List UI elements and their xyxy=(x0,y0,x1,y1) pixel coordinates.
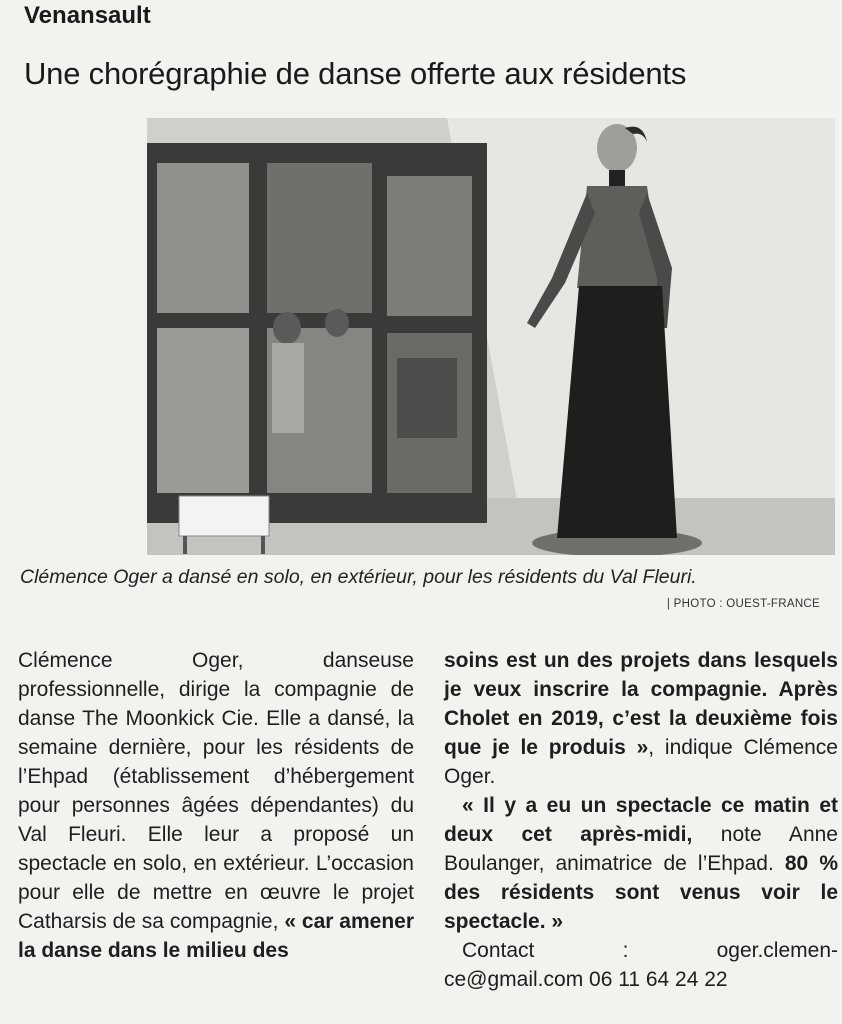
article-column-left xyxy=(18,646,414,965)
section-kicker: Venansault xyxy=(24,2,151,29)
contact-email-part-2: ce@gmail.com xyxy=(444,968,584,991)
article-column-right xyxy=(444,646,838,994)
photo-credit: | PHOTO : OUEST-FRANCE xyxy=(666,598,820,610)
contact-separator: : xyxy=(622,939,629,962)
contact-line xyxy=(444,936,838,965)
quote-attribution: , indique Clémence Oger. xyxy=(444,736,838,788)
photo-caption: Clémence Oger a dansé en solo, en extérieur, pour les résidents du Val Fleuri. xyxy=(20,566,697,588)
article-photo xyxy=(147,118,835,555)
article-headline: Une chorégraphie de danse offerte aux résidents xyxy=(24,56,687,91)
quote-continued: soins est un des projets dans lesquels je veux inscrire la compagnie. Après Cholet en 2019, c’est la deuxième fois que je le produis » xyxy=(444,649,838,759)
quote-2-attribution: note Anne Boulanger, animatrice de l’Ehpad. xyxy=(444,823,838,875)
contact-phone: 06 11 64 24 22 xyxy=(589,968,728,991)
body-paragraph-1: Clémence Oger, danseuse professionnelle, dirige la compagnie de danse The Moonkick Cie. Elle a dansé, la semaine dernière, pour les résidents de l’Ehpad (établissement d’hébergement pour personnes âgées dépendantes) du Val Fleuri. Elle leur a proposé un spectacle en solo, en extérieur. L’occasion pour elle de mettre en œuvre le projet Catharsis de sa compagnie, xyxy=(18,649,414,933)
contact-line-2 xyxy=(444,965,838,994)
quote-2-part-a: « Il y a eu un spectacle ce matin et deux cet après-midi, xyxy=(444,794,838,846)
contact-email-part-1: oger.clemen- xyxy=(716,939,838,962)
quote-2-part-b: 80 % des résidents sont venus voir le spectacle. » xyxy=(444,852,838,933)
contact-label: Contact xyxy=(462,939,535,962)
quote-start: « car amener la danse dans le milieu des xyxy=(18,910,415,962)
